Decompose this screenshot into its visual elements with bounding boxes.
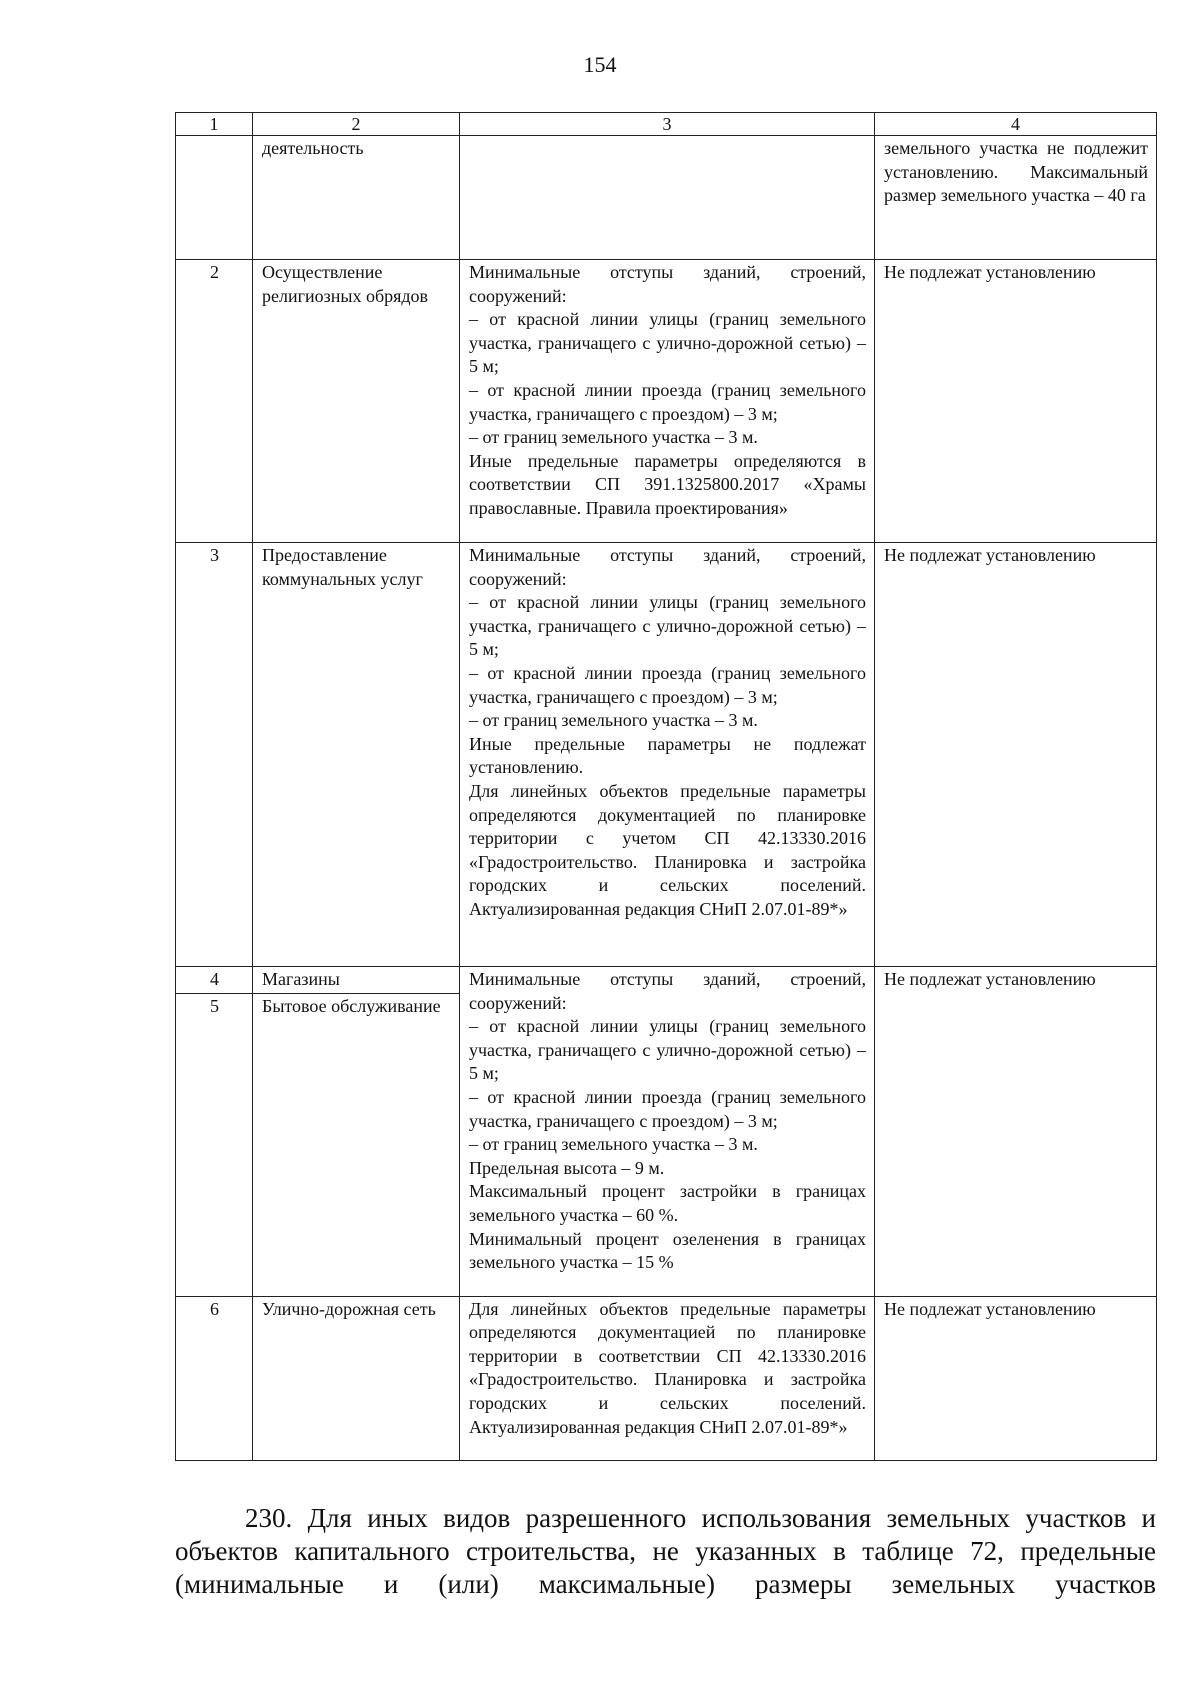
row-col4: Не подлежат установлению — [875, 1296, 1157, 1460]
cont-col4-cell: земельного участка не подлежит установлению. Максимальный размер земельного участка – 40 га — [875, 136, 1157, 260]
page-number: 154 — [583, 52, 617, 77]
row-params-shared: Минимальные отступы зданий, строений, сооружений: – от красной линии улицы (границ земельного участка, граничащего с улично-дорожной сетью) – 5 м; – от красной линии проезда (границ земельного участка, граничащего с проездом) – 3 м; – от границ земельного участка – 3 м. Предельная высота – 9 м. Максимальный процент застройки в границах земельного участка – 60 %. Минимальный процент озеленения в границах земельного участка – 15 % — [460, 967, 875, 1297]
row-name: Бытовое обслуживание — [253, 993, 460, 1296]
row-col4-shared: Не подлежат установлению — [875, 967, 1157, 1297]
header-col-2: 2 — [253, 113, 460, 136]
header-col-4: 4 — [875, 113, 1157, 136]
table-row — [176, 1296, 1157, 1460]
cont-num-cell — [176, 136, 253, 260]
cont-name-cell: деятельность — [253, 136, 460, 260]
regulations-table — [175, 112, 1157, 1461]
row-params: Минимальные отступы зданий, строений, сооружений: – от красной линии улицы (границ земельного участка, граничащего с улично-дорожной сетью) – 5 м; – от красной линии проезда (границ земельного участка, граничащего с проездом) – 3 м; – от границ земельного участка – 3 м. Иные предельные параметры определяются в соответствии СП 391.1325800.2017 «Храмы православные. Правила проектирования» — [460, 260, 875, 543]
table-row — [176, 543, 1157, 967]
table-row — [176, 967, 1157, 994]
row-number: 5 — [176, 993, 253, 1296]
header-col-1: 1 — [176, 113, 253, 136]
row-number: 6 — [176, 1296, 253, 1460]
row-name: Осуществление религиозных обрядов — [253, 260, 460, 543]
row-params: Минимальные отступы зданий, строений, сооружений: – от красной линии улицы (границ земельного участка, граничащего с улично-дорожной сетью) – 5 м; – от красной линии проезда (границ земельного участка, граничащего с проездом) – 3 м; – от границ земельного участка – 3 м. Иные предельные параметры не подлежат установлению. Для линейных объектов предельные параметры определяются документацией по планировке территории с учетом СП 42.13330.2016 «Градостроительство. Планировка и застройка городских и сельских поселений. Актуализированная редакция СНиП 2.07.01-89*» — [460, 543, 875, 967]
row-name: Магазины — [253, 967, 460, 994]
row-name: Предоставление коммунальных услуг — [253, 543, 460, 967]
table-row — [176, 260, 1157, 543]
paragraph-text: 230. Для иных видов разрешенного использования земельных участков и объектов капитального строительства, не указанных в таблице 72, предельные (минимальные и (или) максимальные) размеры земельных участков — [175, 1503, 1156, 1599]
body-paragraph — [175, 1502, 1156, 1601]
row-col4: Не подлежат установлению — [875, 543, 1157, 967]
row-name: Улично-дорожная сеть — [253, 1296, 460, 1460]
header-col-3: 3 — [460, 113, 875, 136]
row-number: 4 — [176, 967, 253, 994]
row-number: 2 — [176, 260, 253, 543]
row-number: 3 — [176, 543, 253, 967]
row-params: Для линейных объектов предельные параметры определяются документацией по планировке территории в соответствии СП 42.13330.2016 «Градостроительство. Планировка и застройка городских и сельских поселений. Актуализированная редакция СНиП 2.07.01-89*» — [460, 1296, 875, 1460]
row-col4: Не подлежат установлению — [875, 260, 1157, 543]
table-row-continued — [176, 136, 1157, 260]
cont-params-cell — [460, 136, 875, 260]
table-header-row — [176, 113, 1157, 136]
